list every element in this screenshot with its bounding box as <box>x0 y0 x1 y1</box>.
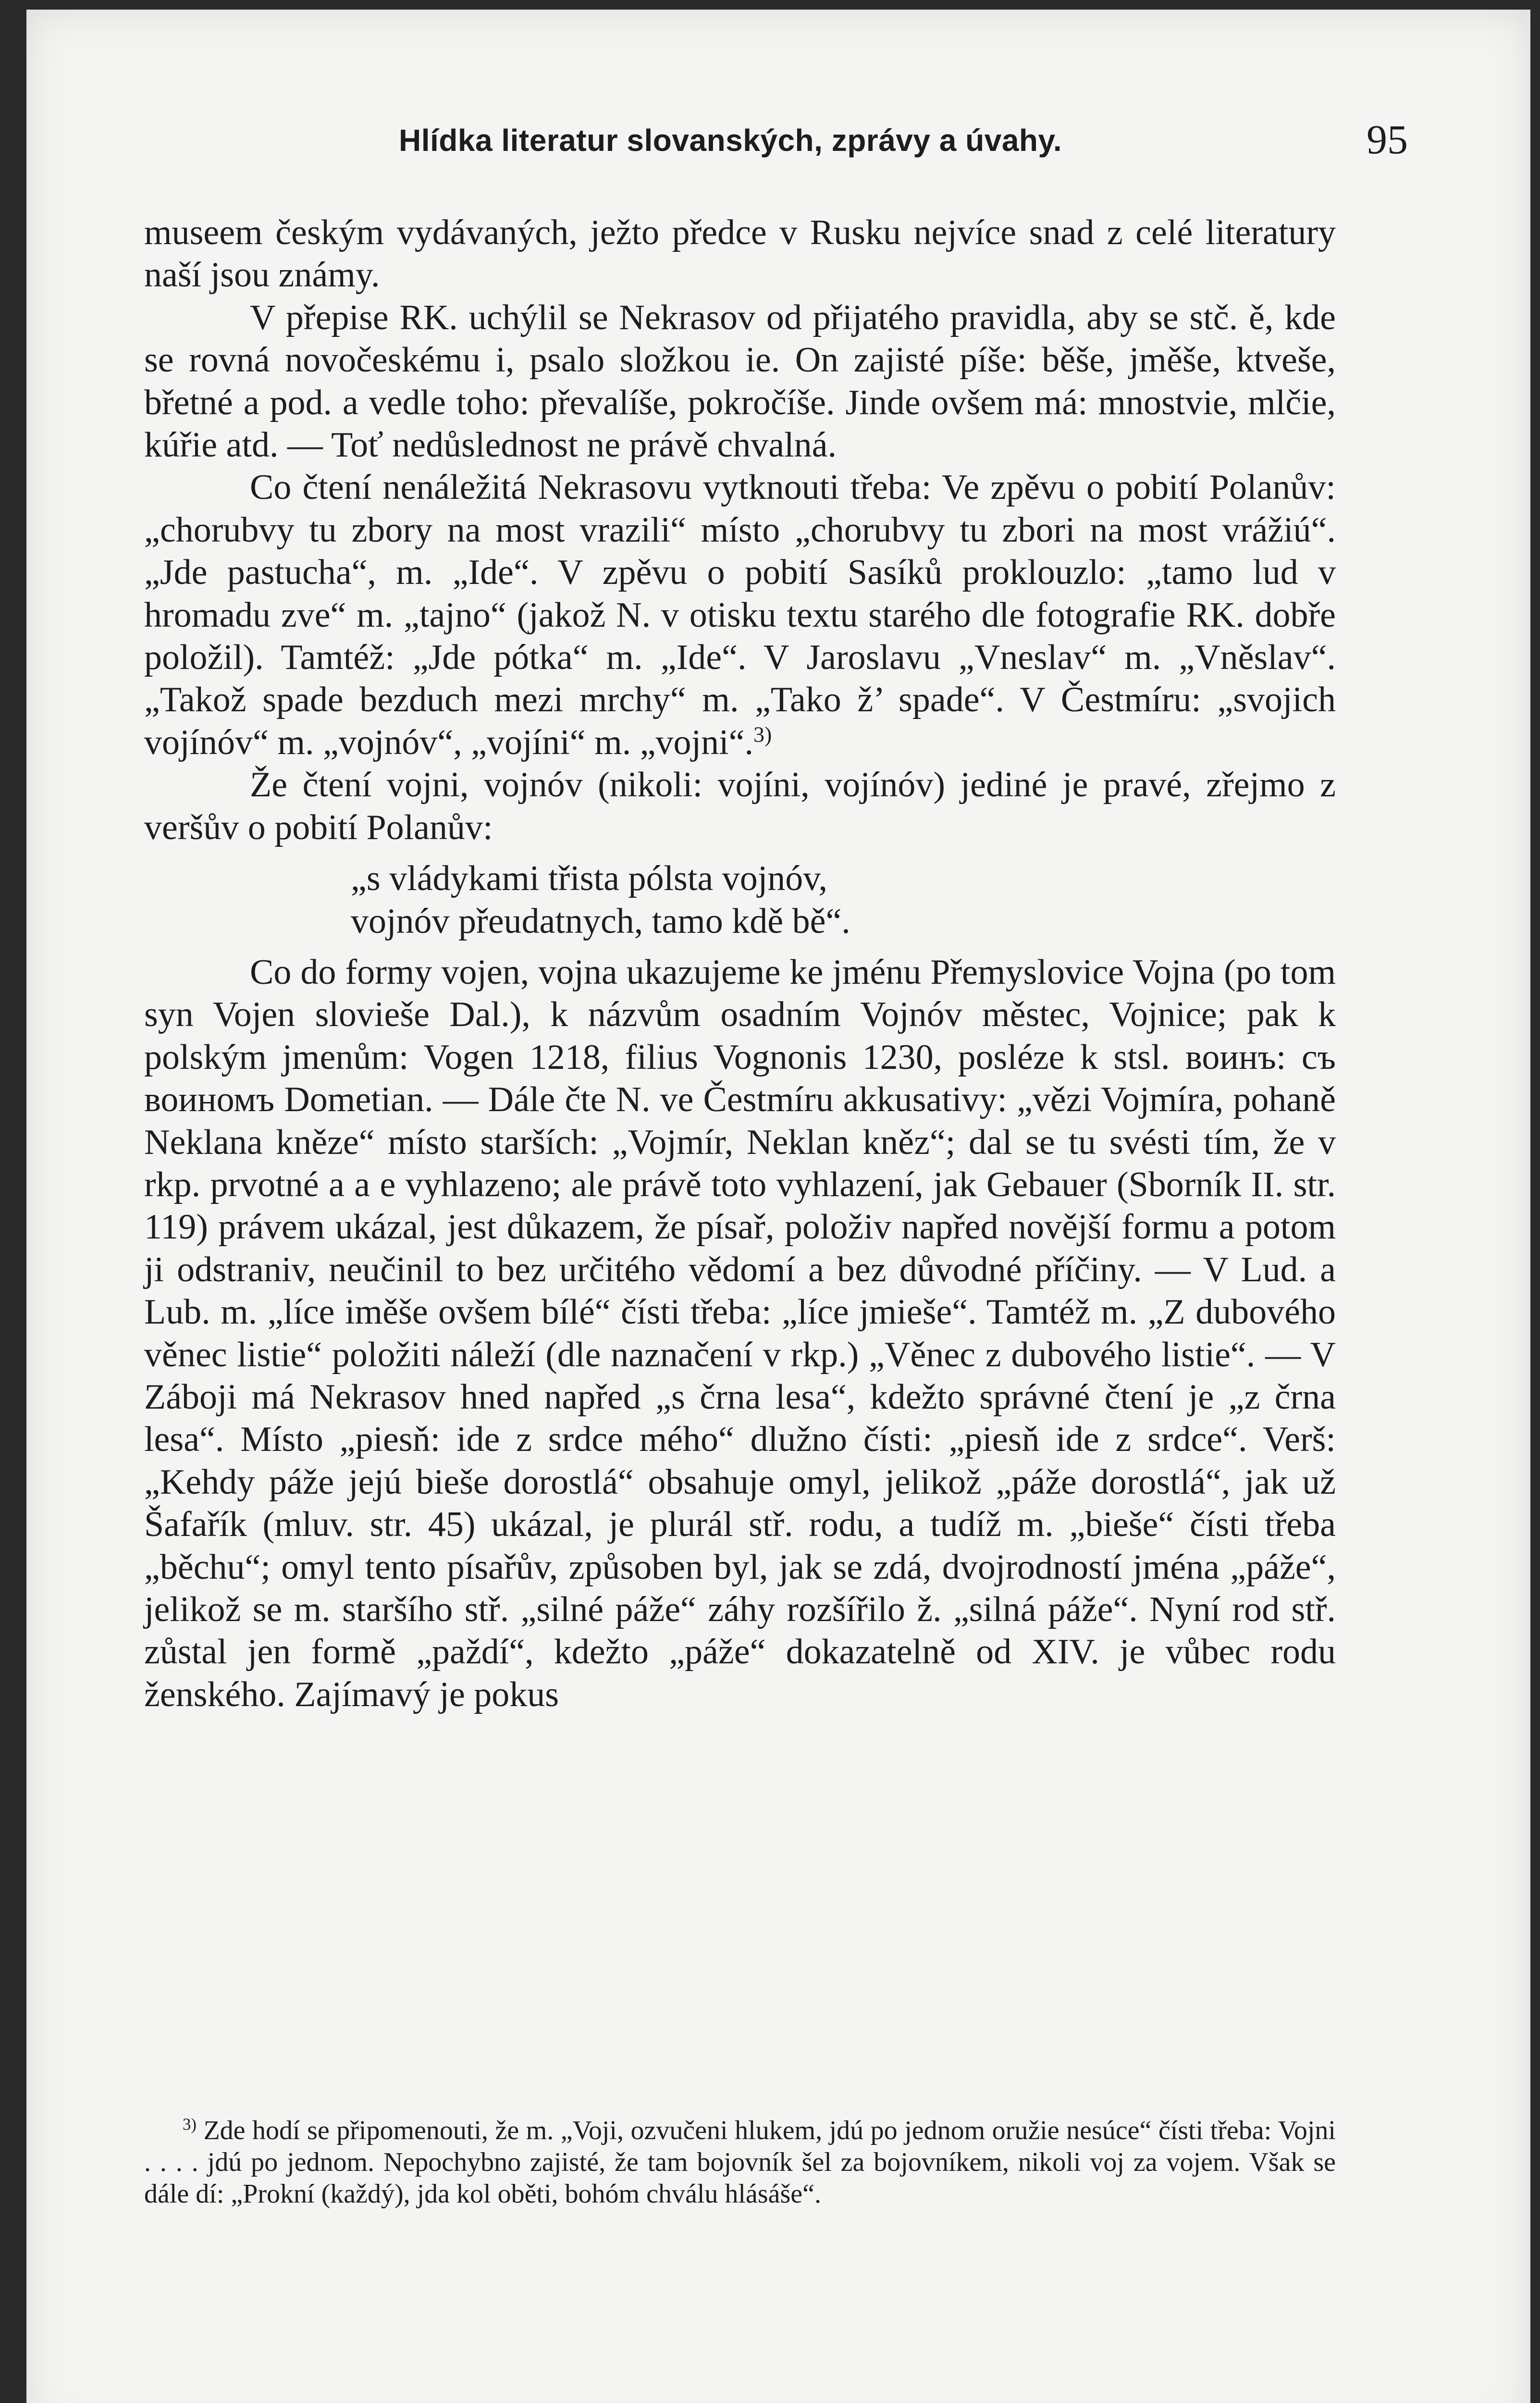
footnote-3 <box>144 2115 1336 2210</box>
paragraph-5: Co do formy vojen, vojna ukazujeme ke jménu Přemyslovice Vojna (po tom syn Vojen slovieše Dal.), k názvům osadním Vojnóv městec, Vojnice; pak k polským jmenům: Vogen 1218, filius Vognonis 1230, posléze k stsl. воинъ: съ воиномъ Dometian. — Dále čte N. ve Čestmíru akkusativy: „vězi Vojmíra, pohaně Neklana kněze“ místo starších: „Vojmír, Neklan kněz“; dal se tu svésti tím, že v rkp. prvotné a a e vyhlazeno; ale právě toto vyhlazení, jak Gebauer (Sborník II. str. 119) právem ukázal, jest důkazem, že písař, položiv napřed novější formu a potom ji odstraniv, neučinil to bez určitého vědomí a bez důvodné příčiny. — V Lud. a Lub. m. „líce iměše ovšem bílé“ čísti třeba: „líce jmieše“. Tamtéž m. „Z dubového věnec listie“ položiti náleží (dle naznačení v rkp.) „Věnec z dubového listie“. — V Záboji má Nekrasov hned napřed „s črna lesa“, kdežto správné čtení je „z črna lesa“. Místo „piesň: ide z srdce mého“ dlužno čísti: „piesň ide z srdce“. Verš: „Kehdy páže jejú bieše dorostlá“ obsahuje omyl, jelikož „páže dorostlá“, jak už Šafařík (mluv. str. 45) ukázal, je plurál stř. rodu, a tudíž m. „bieše“ čísti třeba „běchu“; omyl tento písařův, způsoben byl, jak se zdá, dvojrodností jména „páže“, jelikož se m. staršího stř. „silné páže“ záhy rozšířilo ž. „silná páže“. Nyní rod stř. zůstal jen formě „paždí“, kdežto „páže“ dokazatelně od XIV. je vůbec rodu ženského. Zajímavý je pokus <box>144 952 1336 1714</box>
footnotes <box>144 2115 1336 2210</box>
running-title: Hlídka literatur slovanských, zprávy a úvahy. <box>399 123 1062 158</box>
footnote-marker: 3) <box>183 2115 197 2134</box>
page-header <box>139 111 1408 168</box>
paragraph-3 <box>144 466 1336 764</box>
body-text <box>144 211 1336 1716</box>
paragraph-3-text: Co čtení nenáležitá Nekrasovu vytknouti třeba: Ve zpěvu o pobití Polanův: „chorubvy tu zbory na most vrazili“ místo „chorubvy tu zbori na most vrážiú“. „Jde pastucha“, m. „Ide“. V zpěvu o pobití Sasíků proklouzlo: „tamo lud v hromadu zve“ m. „tajno“ (jakož N. v otisku textu starého dle fotografie RK. dobře položil). Tamtéž: „Jde pótka“ m. „Ide“. V Jaroslavu „Vneslav“ m. „Vněslav“. „Takož spade bezduch mezi mrchy“ m. „Tako ž’ spade“. V Čestmíru: „svojich vojínóv“ m. „vojnóv“, „vojíni“ m. „vojni“. <box>144 468 1336 762</box>
footnote-text: Zde hodí se připomenouti, že m. „Voji, ozvučeni hlukem, jdú po jednom oružie nesúce“ čísti třeba: Vojni . . . . jdú po jednom. Nepochybno zajisté, že tam bojovník šel za bojovníkem, nikoli voj za vojem. Však se dále dí: „Prokní (každý), jda kol oběti, bohóm chválu hlásáše“. <box>144 2116 1336 2209</box>
verse-line-2: vojnóv přeudatnych, tamo kdě bě“. <box>351 901 850 941</box>
verse-line-1: „s vládykami třista pólsta vojnóv, <box>351 859 827 899</box>
verse-quote <box>351 857 1336 942</box>
footnote-reference: 3) <box>753 722 772 747</box>
page-number: 95 <box>1367 116 1408 162</box>
paragraph-1: museem českým vydávaných, ježto předce v Rusku nejvíce snad z celé literatury naší jsou známy. <box>144 213 1336 295</box>
paragraph-4: Že čtení vojni, vojnóv (nikoli: vojíni, vojínóv) jediné je pravé, zřejmo z veršův o pobití Polanův: <box>144 765 1336 847</box>
paragraph-2: V přepise RK. uchýlil se Nekrasov od přijatého pravidla, aby se stč. ě, kde se rovná novočeskému i, psalo složkou ie. On zajisté píše: běše, jměše, ktveše, břetné a pod. a vedle toho: převalíše, pokročíše. Jinde ovšem má: mnostvie, mlčie, kúřie atd. — Toť nedůslednost ne právě chvalná. <box>144 297 1336 465</box>
page-sheet <box>26 10 1530 2403</box>
